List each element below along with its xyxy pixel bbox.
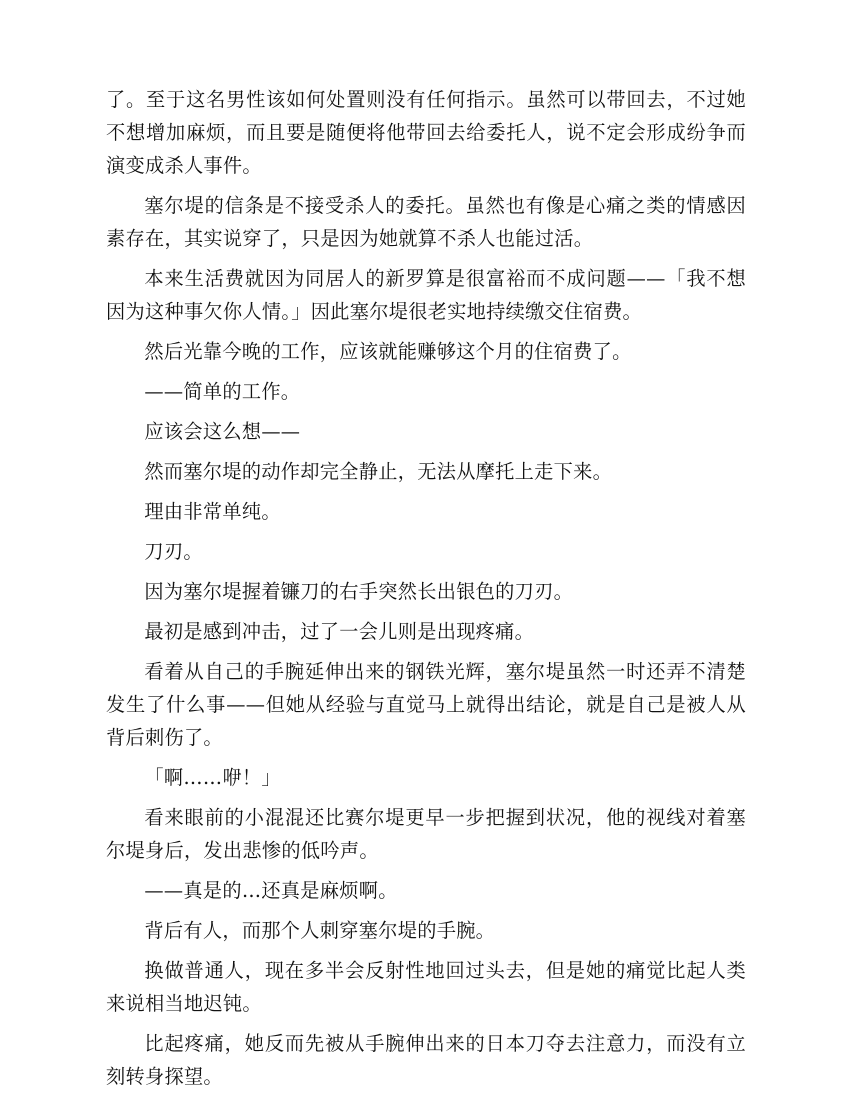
paragraph-4: 然后光靠今晚的工作，应该就能赚够这个月的住宿费了。 xyxy=(144,340,632,363)
paragraph-1: 了。至于这名男性该如何处置则没有任何指示。虽然可以带回去，不过她不想增加麻烦，而且要是随便将他带回去给委托人，说不定会形成纷争而演变成杀人事件。 xyxy=(106,88,746,177)
paragraph-2: 塞尔堤的信条是不接受杀人的委托。虽然也有像是心痛之类的情感因素存在，其实说穿了，只是因为她就算不杀人也能过活。 xyxy=(106,194,746,250)
paragraph-3: 本来生活费就因为同居人的新罗算是很富裕而不成问题——「我不想因为这种事欠你人情。」因此塞尔堤很老实地持续缴交住宿费。 xyxy=(106,267,746,323)
paragraph-10: 因为塞尔堤握着镰刀的右手突然长出银色的刀刃。 xyxy=(144,580,574,603)
paragraph-5: ——简单的工作。 xyxy=(144,380,301,403)
paragraph-12: 看着从自己的手腕延伸出来的钢铁光辉，塞尔堤虽然一时还弄不清楚发生了什么事——但她从经验与直觉马上就得出结论，就是自己是被人从背后刺伤了。 xyxy=(106,660,746,749)
paragraph-14: 看来眼前的小混混还比赛尔堤更早一步把握到状况，他的视线对着塞尔堤身后，发出悲惨的低吟声。 xyxy=(106,806,746,862)
paragraph-16: 背后有人，而那个人刺穿塞尔堤的手腕。 xyxy=(144,919,496,942)
paragraph-8: 理由非常单纯。 xyxy=(144,500,281,523)
paragraph-17: 换做普通人，现在多半会反射性地回过头去，但是她的痛觉比起人类来说相当地迟钝。 xyxy=(106,959,746,1015)
paragraph-15: ——真是的…还真是麻烦啊。 xyxy=(144,879,398,902)
paragraph-7: 然而塞尔堤的动作却完全静止，无法从摩托上走下来。 xyxy=(144,460,613,483)
paragraph-11: 最初是感到冲击，过了一会儿则是出现疼痛。 xyxy=(144,620,535,643)
paragraph-13: 「啊……咿！」 xyxy=(144,766,281,789)
paragraph-9: 刀刃。 xyxy=(144,540,203,563)
paragraph-18: 比起疼痛，她反而先被从手腕伸出来的日本刀夺去注意力，而没有立刻转身探望。 xyxy=(106,1032,746,1088)
document-page xyxy=(106,83,746,1100)
paragraph-6: 应该会这么想—— xyxy=(144,420,301,443)
